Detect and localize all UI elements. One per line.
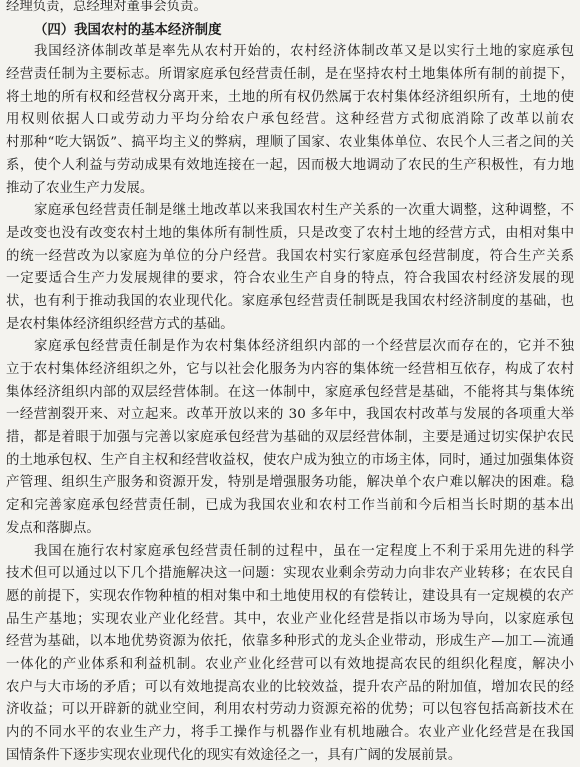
- text-line: 的统一经营改为以家庭为单位的分户经营。我国农村实行家庭承包经营制度，符合生产关系: [6, 248, 574, 264]
- text-line: 我国在施行农村家庭承包经营责任制的过程中，虽在一定程度上不利于采用先进的科学: [34, 543, 574, 559]
- text-line: 是农村集体经济组织经营方式的基础。: [6, 316, 234, 332]
- text-line: 措，都是着眼于加强与完善以家庭承包经营为基础的双层经营体制，主要是通过切实保护农民: [6, 430, 574, 446]
- text-line: 国情条件下逐步实现农业现代化的现实有效途径之一，具有广阔的发展前景。: [6, 747, 462, 763]
- text-line: 的土地承包权、生产自主权和经营收益权，使农户成为独立的市场主体，同时，通过加强集体资: [6, 452, 574, 468]
- text-line: 产管理、组织生产服务和资源开发，特别是增强服务功能，解决单个农户难以解决的困难。稳: [6, 475, 574, 491]
- text-line: 家庭承包经营责任制是继土地改革以来我国农村生产关系的一次重大调整，这种调整，不: [34, 203, 574, 219]
- text-line: 愿的前提下，实现农作物种植的相对集中和土地使用权的有偿转让，建设具有一定规模的农产: [6, 588, 574, 604]
- text-line: 用权则依据人口或劳动力平均分给农户承包经营。这种经营方式彻底消除了改革以前农: [6, 112, 574, 128]
- section-heading: （四）我国农村的基本经济制度: [34, 21, 222, 38]
- text-line: 经营为基础，以本地优势资源为依托，依靠多种形式的龙头企业带动，形成生产—加工—流通: [6, 634, 574, 650]
- text-line: 家庭承包经营责任制是作为农村集体经济组织内部的一个经营层次而存在的，它并不独: [34, 339, 574, 355]
- text-line: 农户与大市场的矛盾；可以有效地提高农业的比较效益，提升农产品的附加值，增加农民的经: [6, 679, 574, 695]
- text-line: 内的不同水平的农业生产力，将手工操作与机器作业有机地融合。农业产业化经营是在我国: [6, 725, 574, 740]
- text-line: 立于农村集体经济组织之外，它与以社会化服务为内容的集体统一经营相互依存，构成了农村: [6, 362, 574, 377]
- text-line: 发点和落脚点。: [6, 520, 100, 536]
- text-line: 是改变也没有改变农村土地的集体所有制性质，只是改变了农村土地的经营方式，由相对集中: [6, 225, 574, 241]
- text-line: 定和完善家庭承包经营责任制，已成为我国农业和农村工作当前和今后相当长时期的基本出: [6, 498, 574, 514]
- text-line: 系，使个人利益与劳动成果有效地连接在一起，因而极大地调动了农民的生产积极性，有力地: [6, 157, 574, 173]
- text-line: 经营责任制为主要标志。所谓家庭承包经营责任制，是在坚持农村土地集体所有制的前提下，: [6, 67, 574, 83]
- text-line: 经理负责，总经理对董事会负责。: [6, 0, 207, 14]
- text-line: 我国经济体制改革是率先从农村开始的，农村经济体制改革又是以实行土地的家庭承包: [34, 44, 574, 60]
- text-line: 将土地的所有权和经营权分离开来，土地的所有权仍然属于农村集体经济组织所有，土地的使: [6, 89, 574, 105]
- text-line: 技术但可以通过以下几个措施解决这一问题：实现农业剩余劳动力向非农产业转移；在农民自: [6, 566, 574, 582]
- text-line: 推动了农业生产力发展。: [6, 180, 154, 196]
- text-line: 济收益；可以开辟新的就业空间，利用农村劳动力资源充裕的优势；可以包容包括高新技术在: [6, 702, 574, 718]
- text-line: 品生产基地；实现农业产业化经营。其中，农业产业化经营是指以市场为导向，以家庭承包: [6, 611, 574, 627]
- text-line: 状，也有利于推动我国的农业现代化。家庭承包经营责任制既是我国农村经济制度的基础，也: [6, 293, 574, 309]
- text-line: 一定要适合生产力发展规律的要求，符合农业生产自身的特点，符合我国农村经济发展的现: [6, 271, 574, 287]
- text-line: 集体经济组织内部的双层经营体制。在这一体制中，家庭承包经营是基础，不能将其与集体统: [6, 384, 574, 400]
- text-line: 一体化的产业体系和利益机制。农业产业化经营可以有效地提高农民的组织化程度，解决小: [6, 656, 574, 672]
- text-line: 村那种“吃大锅饭”、搞平均主义的弊病，理顺了国家、农业集体单位、农民个人三者之间的关: [6, 135, 574, 151]
- text-line: 一经营割裂开来、对立起来。改革开放以来的 30 多年中，我国农村改革与发展的各项重大举: [6, 407, 574, 423]
